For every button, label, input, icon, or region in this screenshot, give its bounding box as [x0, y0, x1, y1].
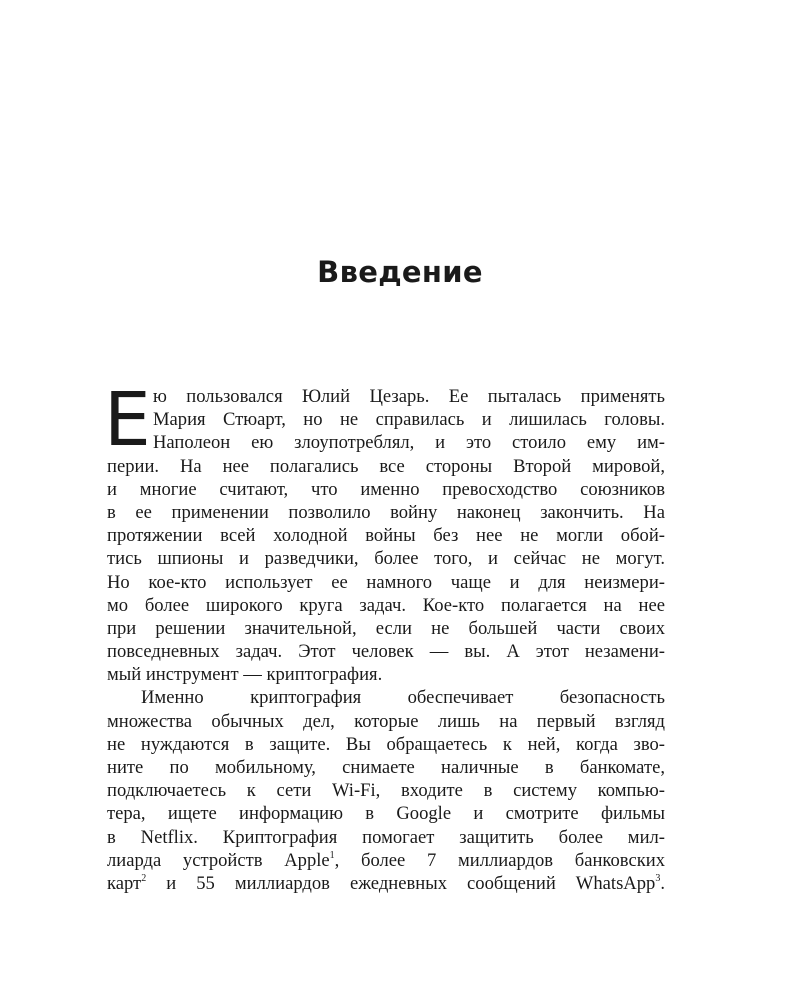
text-line: в ее применении позволило войну наконец закончить. На	[107, 501, 665, 523]
text-line: Мария Стюарт, но не справилась и лишилась головы.	[153, 409, 665, 431]
text-line: Но кое-кто использует ее намного чаще и для неизмери-	[107, 571, 665, 593]
text-line: мый инструмент — криптография.	[107, 664, 383, 686]
text-line: ните по мобильному, снимаете наличные в банкомате,	[107, 757, 665, 778]
footnote-ref-2[interactable]: 2	[141, 872, 147, 884]
text-line: при решении значительной, если не большей части своих	[107, 617, 665, 639]
text-fragment: .	[660, 872, 665, 894]
text-line: мо более широкого круга задач. Кое-кто полагается на нее	[107, 594, 665, 616]
text-fragment: и 55 миллиардов ежедневных сообщений WhatsApp	[146, 872, 656, 894]
text-line: в Netflix. Криптография помогает защитить более мил-	[107, 826, 665, 848]
body-text	[104, 377, 665, 895]
text-line: не нуждаются в защите. Вы обращаетесь к ней, когда зво-	[107, 733, 665, 755]
footnote-ref-3[interactable]: 3	[655, 872, 661, 884]
text-line: протяжении всей холодной войны без нее не могли обой-	[107, 525, 665, 547]
chapter-title: Введение	[317, 255, 483, 289]
text-line: Наполеон ею злоупотреблял, и это стоило ему им-	[153, 432, 665, 454]
text-line: тись шпионы и разведчики, более того, и сейчас не могут.	[107, 548, 665, 570]
text-fragment: карт	[107, 872, 142, 894]
text-line: подключаетесь к сети Wi-Fi, входите в систему компью-	[107, 780, 665, 802]
text-line: и многие считают, что именно превосходство союзников	[107, 478, 665, 500]
text-line: тера, ищете информацию в Google и смотрите фильмы	[107, 803, 665, 825]
text-line: повседневных задач. Этот человек — вы. А этот незамени-	[107, 641, 665, 663]
text-line: ю пользовался Юлий Цезарь. Ее пыталась применять	[153, 386, 665, 407]
text-fragment: , более 7 миллиардов банковских	[334, 849, 665, 871]
text-line-with-footnote	[107, 872, 665, 895]
footnote-ref-1[interactable]: 1	[329, 849, 335, 861]
text-fragment: лиарда устройств Apple	[107, 849, 330, 871]
drop-cap: Е	[104, 377, 151, 463]
text-line: перии. На нее полагались все стороны Второй мировой,	[107, 455, 665, 477]
text-line-with-footnote	[107, 849, 665, 872]
text-line: Именно криптография обеспечивает безопасность	[141, 687, 665, 709]
text-line: множества обычных дел, которые лишь на первый взгляд	[107, 710, 665, 732]
